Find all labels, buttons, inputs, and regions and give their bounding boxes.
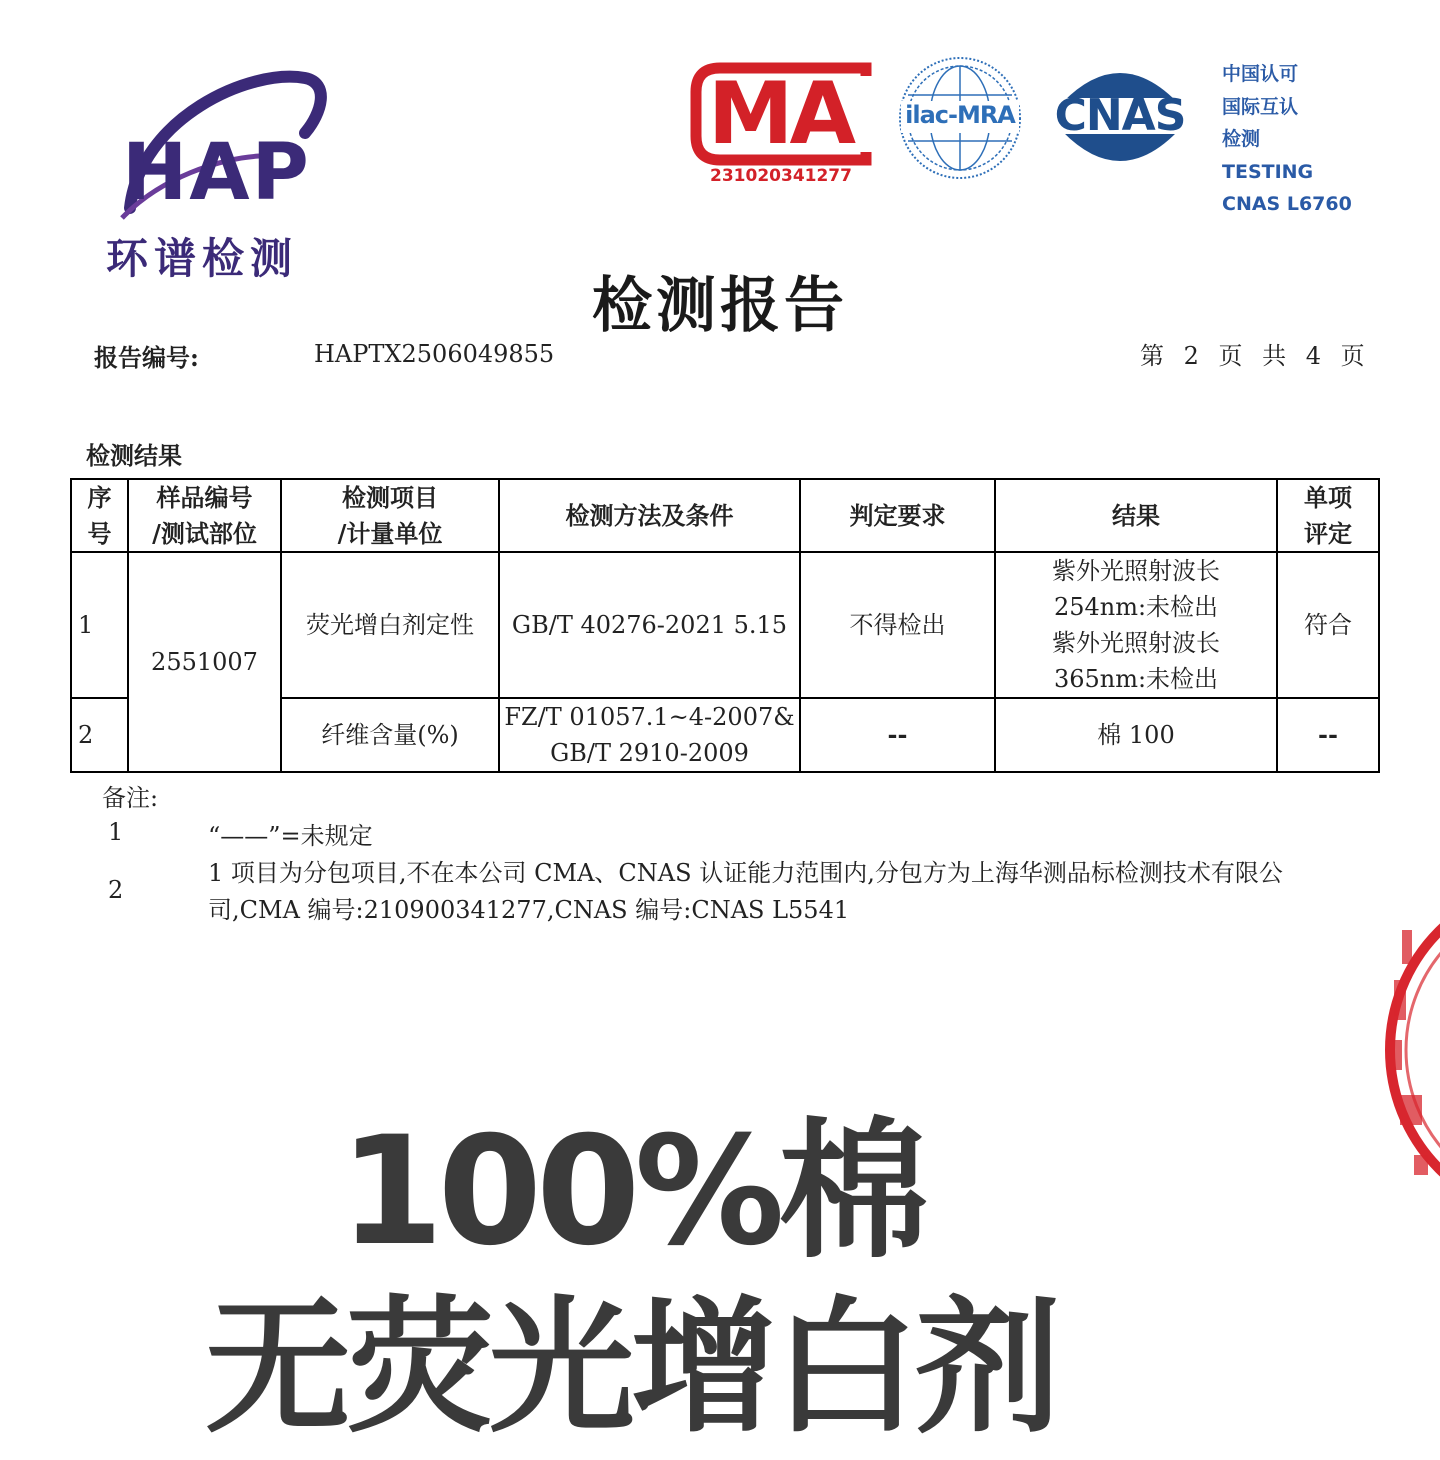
report-number: HAPTX2506049855 — [314, 340, 555, 368]
row-item: 纤维含量(%) — [321, 721, 459, 749]
row-verdict: 符合 — [1304, 611, 1352, 639]
note-text: “——”=未规定 — [208, 822, 373, 850]
header-item-line: 检测项目 — [342, 482, 438, 512]
row-result — [996, 553, 1276, 697]
row-item: 荧光增白剂定性 — [306, 611, 474, 639]
header-seq-line: 序 — [87, 482, 112, 512]
note-number: 1 — [108, 818, 124, 846]
header-verdict-line: 评定 — [1304, 518, 1352, 548]
result-line: 紫外光照射波长 — [1052, 629, 1220, 657]
result-line: 紫外光照射波长 — [1052, 557, 1220, 585]
header-sample-line: 样品编号 — [156, 482, 253, 512]
report-title: 检测报告 — [592, 271, 848, 341]
note-number: 2 — [108, 876, 124, 904]
notes-label: 备注: — [102, 784, 159, 812]
header-item — [282, 480, 498, 551]
row-result: 棉 100 — [1097, 721, 1175, 749]
row-method — [500, 699, 799, 771]
row-requirement: -- — [887, 720, 908, 749]
cnas-caption-line: 检测 — [1222, 128, 1261, 150]
method-line: FZ/T 01057.1~4-2007& — [504, 703, 795, 731]
ilac-mra-logo — [897, 55, 1023, 181]
table-border — [1378, 478, 1380, 773]
cma-logo — [690, 62, 872, 192]
cnas-caption — [1222, 58, 1422, 221]
header-result: 结果 — [1112, 500, 1160, 530]
promo-headline: 100%棉 — [339, 1105, 923, 1279]
header-seq — [72, 480, 127, 551]
header-item-line: /计量单位 — [337, 518, 443, 548]
row-verdict: -- — [1318, 720, 1338, 749]
row-method: GB/T 40276-2021 5.15 — [511, 611, 788, 639]
hap-logo — [100, 58, 340, 283]
header-seq-line: 号 — [87, 518, 112, 548]
report-number-label: 报告编号: — [94, 343, 199, 372]
header-verdict — [1278, 480, 1378, 551]
cma-logo-text: MA — [707, 64, 853, 164]
header-requirement: 判定要求 — [849, 500, 946, 530]
ilac-logo-text: ilac-MRA — [905, 101, 1015, 129]
page-info: 第 2 页 共 4 页 — [1140, 342, 1368, 370]
sample-id: 2551007 — [151, 648, 258, 676]
seal-stamp-icon — [1380, 870, 1440, 1230]
cma-number: 231020341277 — [710, 166, 852, 186]
result-line: 254nm:未检出 — [1053, 593, 1219, 621]
hap-logo-company-name: 环谱检测 — [106, 234, 299, 283]
results-heading: 检测结果 — [86, 441, 182, 470]
method-line: GB/T 2910-2009 — [550, 739, 749, 767]
hap-logo-text: HAP — [122, 128, 311, 218]
note-text: 1 项目为分包项目,不在本公司 CMA、CNAS 认证能力范围内,分包方为上海华测品标检测技术有限公司,CMA 编号:210900341277,CNAS 编号:CNAS L5541 — [208, 859, 1283, 924]
cnas-caption-line: TESTING — [1222, 160, 1314, 183]
table-border — [70, 771, 1380, 773]
result-line: 365nm:未检出 — [1053, 665, 1219, 693]
header-sample-line: /测试部位 — [152, 518, 257, 548]
row-seq: 2 — [78, 721, 94, 749]
cnas-logo — [1045, 62, 1195, 170]
promo-subheadline: 无荧光增白剂 — [205, 1283, 1057, 1453]
cnas-logo-text: CNAS — [1054, 90, 1186, 141]
header-verdict-line: 单项 — [1304, 482, 1352, 512]
header-sample — [129, 480, 280, 551]
cnas-caption-line: CNAS L6760 — [1222, 193, 1352, 215]
cnas-caption-line: 国际互认 — [1222, 95, 1299, 118]
seal-stamp — [1380, 870, 1440, 1230]
row-requirement: 不得检出 — [849, 611, 946, 639]
header-method: 检测方法及条件 — [565, 500, 734, 530]
cnas-caption-line: 中国认可 — [1222, 63, 1299, 85]
row-seq: 1 — [78, 611, 94, 639]
results-table — [70, 478, 1380, 773]
